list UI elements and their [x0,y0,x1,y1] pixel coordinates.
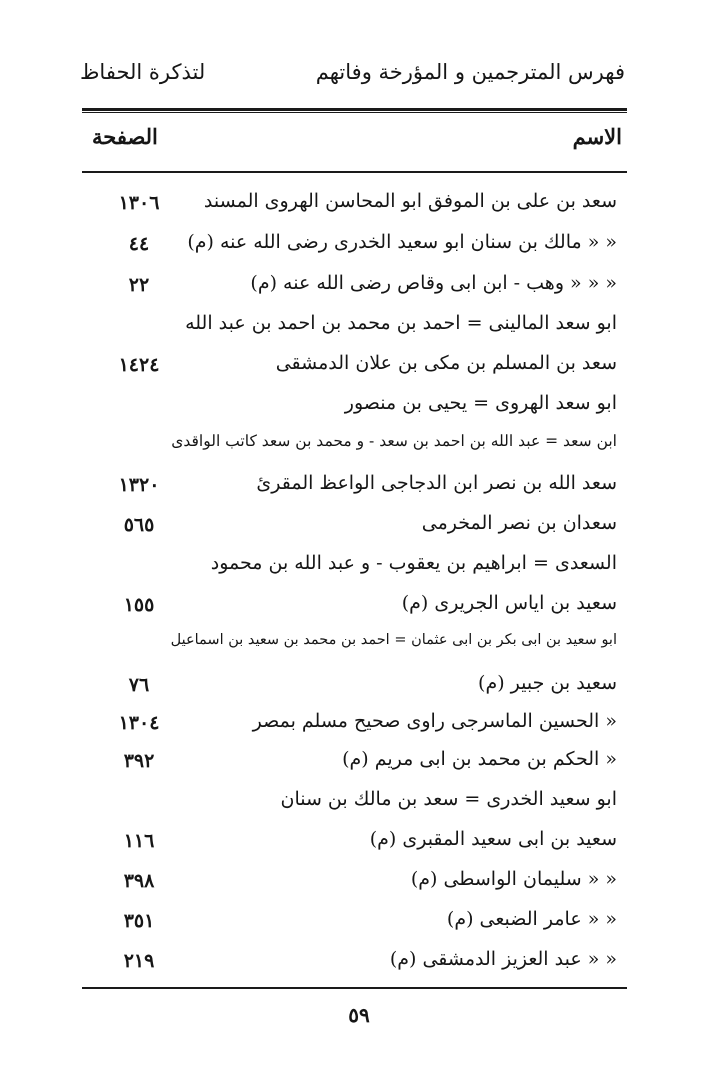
entry-page-number: ١٣٢٠ [118,474,160,496]
entry-name: « « « وهب - ابن ابى وقاص رضى الله عنه (م) [250,272,617,294]
name-column-heading: الاسم [572,124,622,149]
index-entry [82,306,627,346]
index-entry [82,586,627,626]
entry-name: ابو سعد الهروى = يحيى بن منصور [344,392,617,414]
entry-name: سعد الله بن نصر ابن الدجاجى الواعظ المقرئ [256,472,617,494]
entry-page-number: ٣٩٢ [123,750,155,772]
entry-name: ابو سعيد الخدرى = سعد بن مالك بن سنان [280,788,617,810]
entry-page-number: ٣٥١ [123,910,155,932]
index-entry [82,862,627,902]
entry-page-number: ١١٦ [123,830,155,852]
entry-name: « « عامر الضبعى (م) [446,908,617,930]
entry-name: « « سليمان الواسطى (م) [410,868,617,890]
entry-page-number: ٢١٩ [123,950,155,972]
page-column-heading: الصفحة [92,124,158,149]
entry-name: سعد بن على بن الموفق ابو المحاسن الهروى المسند [203,190,617,212]
index-entry [82,386,627,426]
entry-page-number: ١٥٥ [123,594,155,616]
footer-rule [82,987,627,989]
entry-name: « « عبد العزيز الدمشقى (م) [389,948,617,970]
entry-page-number: ٢٢ [128,274,150,296]
entry-name: سعيد بن ابى سعيد المقبرى (م) [369,828,617,850]
entry-page-number: ٣٩٨ [123,870,155,892]
index-entry [82,742,627,782]
entry-name: سعد بن المسلم بن مكى بن علان الدمشقى [275,352,617,374]
entry-name: ابن سعد = عبد الله بن احمد بن سعد - و محمد بن سعد كاتب الواقدى [171,432,617,450]
index-entry [82,506,627,546]
index-entry [82,266,627,306]
entry-page-number: ١٤٢٤ [118,354,160,376]
entry-name: ابو سعيد بن ابى بكر بن ابى عثمان = احمد بن محمد بن سعيد بن اسماعيل [170,632,617,648]
page-number: ٥٩ [348,1003,370,1027]
running-head-title: فهرس المترجمين و المؤرخة وفاتهم [315,60,625,84]
entry-name: ابو سعد المالينى = احمد بن محمد بن احمد بن عبد الله [185,312,617,334]
index-entry [82,346,627,386]
index-entry [82,822,627,862]
index-entry [82,466,627,506]
entry-page-number: ١٣٠٤ [118,712,160,734]
index-entry [82,902,627,942]
index-entry [82,704,627,744]
entry-name: « الحكم بن محمد بن ابى مريم (م) [342,748,617,770]
entry-name: سعيد بن جبير (م) [478,672,617,694]
index-entry [82,626,627,666]
running-head-book-title: لتذكرة الحفاظ [80,60,206,84]
index-entry [82,184,627,224]
entry-page-number: ١٣٠٦ [118,192,160,214]
entry-name: السعدى = ابراهيم بن يعقوب - و عبد الله بن محمود [210,552,617,574]
entry-name: « الحسين الماسرجى راوى صحيح مسلم بمصر [252,710,617,732]
index-entry [82,782,627,822]
index-entry [82,942,627,982]
entry-name: « « مالك بن سنان ابو سعيد الخدرى رضى الله عنه (م) [187,231,617,253]
entry-page-number: ٧٦ [128,674,150,696]
entry-page-number: ٤٤ [128,233,150,255]
index-entry [82,225,627,265]
entry-name: سعدان بن نصر المخرمى [421,512,617,534]
index-entry [82,666,627,706]
index-entry [82,426,627,466]
entry-page-number: ٥٦٥ [123,514,155,536]
entry-name: سعيد بن اياس الجريرى (م) [401,592,617,614]
index-entry [82,546,627,586]
